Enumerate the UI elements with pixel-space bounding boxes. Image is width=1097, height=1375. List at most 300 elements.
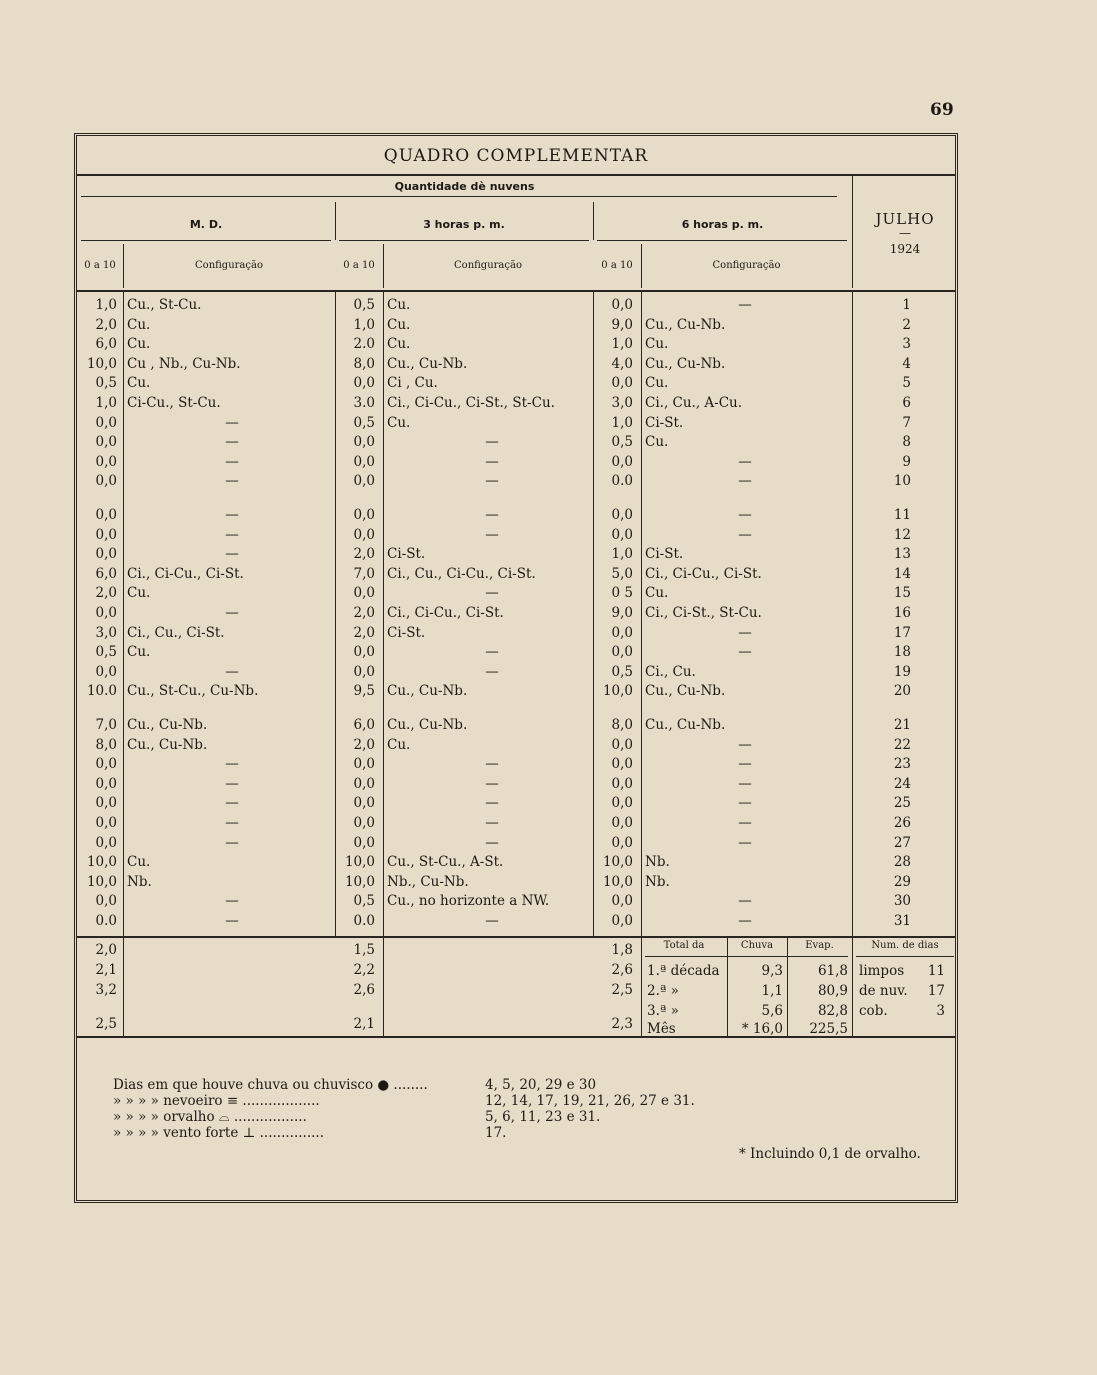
md-amount: 10,0 — [86, 854, 117, 871]
md-config: Cu. — [127, 375, 151, 392]
p6-config: Nb. — [645, 873, 670, 890]
md-amount: 0,0 — [95, 775, 117, 792]
table-row — [77, 755, 955, 775]
p6-config: Ci-St. — [645, 546, 684, 563]
p6-amount: 0,0 — [611, 507, 633, 523]
p3-config: — — [485, 473, 499, 490]
p3-amount: 10,0 — [344, 854, 375, 871]
p3-config: Cu., Cu-Nb. — [387, 683, 468, 700]
table-row — [77, 335, 955, 355]
table-row — [77, 873, 955, 893]
md-scale-header: 0 a 10 — [84, 260, 116, 271]
p6-amount: 5,0 — [611, 565, 633, 582]
evap-header: Evap. — [805, 940, 834, 951]
day-number: 29 — [893, 873, 911, 890]
period-label: 2.ª » — [647, 983, 679, 999]
day-number: 14 — [893, 565, 911, 582]
p3-amount: 0,0 — [353, 434, 375, 451]
p6-config: Nb. — [645, 854, 670, 871]
p3-amount: 3.0 — [353, 395, 375, 411]
p3-amount: 0,0 — [353, 834, 375, 851]
summary-divider — [123, 936, 124, 1036]
p3-amount: 0.0 — [353, 913, 375, 929]
md-amount: 0.0 — [95, 913, 117, 929]
page-number: 69 — [930, 100, 954, 120]
md-config: Cu , Nb., Cu-Nb. — [127, 355, 241, 372]
table-row — [77, 374, 955, 394]
p3-config: Cu., Cu-Nb. — [387, 355, 468, 372]
p6-amount: 0,0 — [611, 756, 633, 773]
day-number: 26 — [893, 815, 911, 831]
period-evap: 225,5 — [809, 1021, 848, 1037]
month-label: JULHO — [875, 210, 935, 228]
p6-amount: 0,0 — [611, 375, 633, 392]
table-row — [77, 433, 955, 453]
table-row — [77, 643, 955, 663]
day-number: 8 — [902, 434, 911, 451]
p3-amount: 2.0 — [353, 336, 375, 353]
day-number: 1 — [902, 297, 911, 313]
p3-summary-value: 2,6 — [353, 982, 375, 998]
md-config: — — [225, 414, 239, 431]
days-value: 11 — [927, 963, 945, 979]
p6-config: — — [738, 775, 752, 792]
p3-config: Cu. — [387, 297, 411, 313]
p3-amount: 0,5 — [353, 297, 375, 313]
period-label: 1.ª década — [647, 963, 720, 979]
p3-amount: 6,0 — [353, 717, 375, 733]
p3-amount: 2,0 — [353, 736, 375, 753]
p6-amount: 0,0 — [611, 913, 633, 929]
p3-config: — — [485, 585, 499, 602]
p3-amount: 2,0 — [353, 546, 375, 563]
p3-config: Cu. — [387, 414, 411, 431]
md-config: Nb. — [127, 873, 152, 890]
p6-scale-header: 0 a 10 — [601, 260, 633, 271]
day-number: 23 — [893, 756, 911, 773]
md-amount: 0,0 — [95, 414, 117, 431]
md-config: Cu. — [127, 336, 151, 353]
table-row — [77, 682, 955, 702]
day-number: 13 — [893, 546, 911, 563]
summary-divider — [852, 936, 853, 1036]
p6-amount: 0 5 — [611, 585, 633, 602]
p3-summary-value: 2,2 — [353, 962, 375, 978]
md-amount: 8,0 — [95, 736, 117, 753]
p3-amount: 0,0 — [353, 375, 375, 392]
p6-config: Cu., Cu-Nb. — [645, 683, 726, 700]
p3-config: Cu., St-Cu., A-St. — [387, 854, 504, 871]
p6-summary-value: 1,8 — [611, 942, 633, 958]
p6-config: — — [738, 624, 752, 641]
md-amount: 3,0 — [95, 624, 117, 641]
p3-amount: 0,0 — [353, 795, 375, 812]
p3-config: — — [485, 507, 499, 523]
p3-amount: 1,0 — [353, 316, 375, 333]
p6-config: Cu., Cu-Nb. — [645, 316, 726, 333]
table-row — [77, 834, 955, 854]
table-row — [77, 584, 955, 604]
days-label: cob. — [859, 1003, 888, 1019]
p3-amount: 0,0 — [353, 644, 375, 661]
group-6pm: 6 horas p. m. — [681, 218, 764, 231]
md-config: — — [225, 473, 239, 490]
p6-config: — — [738, 756, 752, 773]
md-amount: 10.0 — [86, 683, 117, 700]
md-amount: 0,0 — [95, 815, 117, 831]
p3-amount: 0,0 — [353, 815, 375, 831]
table-row — [77, 716, 955, 736]
p3-config: Cu., Cu-Nb. — [387, 717, 468, 733]
day-number: 21 — [893, 717, 911, 733]
md-summary-value: 2,1 — [95, 962, 117, 978]
day-number: 19 — [893, 663, 911, 680]
day-number: 31 — [893, 913, 911, 929]
p3-amount: 0,0 — [353, 507, 375, 523]
p6-config: Ci., Ci-St., St-Cu. — [645, 605, 762, 621]
p6-config: — — [738, 453, 752, 470]
md-config: Ci., Cu., Ci-St. — [127, 624, 225, 641]
day-number: 3 — [902, 336, 911, 353]
p3-scale-header: 0 a 10 — [343, 260, 375, 271]
p3-amount: 0,0 — [353, 473, 375, 490]
table-row — [77, 624, 955, 644]
md-amount: 0,0 — [95, 795, 117, 812]
p6-config: — — [738, 913, 752, 929]
md-amount: 10,0 — [86, 873, 117, 890]
md-summary-value: 3,2 — [95, 982, 117, 998]
p6-amount: 0,5 — [611, 663, 633, 680]
footer-label: Dias em que houve chuva ou chuvisco ● ........ — [113, 1077, 428, 1093]
day-number: 18 — [893, 644, 911, 661]
p6-amount: 10,0 — [602, 854, 633, 871]
md-config: — — [225, 453, 239, 470]
day-number: 27 — [893, 834, 911, 851]
day-number: 24 — [893, 775, 911, 792]
p3-config: Nb., Cu-Nb. — [387, 873, 469, 890]
md-config: — — [225, 663, 239, 680]
p6-config: — — [738, 526, 752, 543]
days-label: de nuv. — [859, 983, 908, 999]
table-header — [77, 174, 955, 292]
md-config: — — [225, 507, 239, 523]
days-header-rule — [856, 956, 954, 957]
group-md: M. D. — [189, 218, 223, 231]
p6-amount: 10,0 — [602, 873, 633, 890]
md-amount: 1,0 — [95, 297, 117, 313]
p6-config: Ci., Ci-Cu., Ci-St. — [645, 565, 762, 582]
day-number: 16 — [893, 605, 911, 621]
md-summary-value: 2,0 — [95, 942, 117, 958]
table-row — [77, 892, 955, 912]
md-amount: 1,0 — [95, 395, 117, 411]
p3-config: — — [485, 434, 499, 451]
p3-config: — — [485, 644, 499, 661]
md-amount: 0,0 — [95, 605, 117, 621]
md-config: — — [225, 795, 239, 812]
p6-amount: 0,0 — [611, 775, 633, 792]
p6-config: Ci-St. — [645, 414, 684, 431]
p3-amount: 0,5 — [353, 893, 375, 910]
p3-config: — — [485, 453, 499, 470]
p6-summary-value: 2,5 — [611, 982, 633, 998]
p3-config: — — [485, 795, 499, 812]
p3-config: — — [485, 834, 499, 851]
day-number: 28 — [893, 854, 911, 871]
table-row — [77, 663, 955, 683]
day-number: 5 — [902, 375, 911, 392]
md-config: Cu. — [127, 644, 151, 661]
period-evap: 61,8 — [817, 963, 848, 979]
p3-config-header: Configuração — [454, 260, 522, 271]
p6-amount: 0,0 — [611, 644, 633, 661]
p3-config: Cu. — [387, 336, 411, 353]
md-amount: 2,0 — [95, 316, 117, 333]
p3-amount: 0,0 — [353, 453, 375, 470]
p6-config: Cu. — [645, 585, 669, 602]
table-row — [77, 912, 955, 932]
p6-amount: 0.0 — [611, 473, 633, 490]
day-number: 30 — [893, 893, 911, 910]
md-config: Cu. — [127, 585, 151, 602]
p6-amount: 8,0 — [611, 717, 633, 733]
table-row — [77, 472, 955, 492]
md-config: Cu., Cu-Nb. — [127, 736, 208, 753]
table-row — [77, 453, 955, 473]
p6-config-header: Configuração — [712, 260, 781, 271]
md-amount: 10,0 — [86, 355, 117, 372]
p6-amount: 0,0 — [611, 453, 633, 470]
md-amount: 7,0 — [95, 717, 117, 733]
p3-config: Ci., Ci-Cu., Ci-St., St-Cu. — [387, 395, 555, 411]
p6-amount: 1,0 — [611, 336, 633, 353]
md-summary-value: 2,5 — [95, 1016, 117, 1032]
md-config: Cu. — [127, 316, 151, 333]
md-config-header: Configuração — [195, 260, 263, 271]
md-config: Cu., Cu-Nb. — [127, 717, 208, 733]
md-amount: 0,0 — [95, 756, 117, 773]
month-dash: — — [899, 226, 911, 240]
p6-config: Cu. — [645, 336, 669, 353]
day-number: 9 — [902, 453, 911, 470]
p6-config: Cu. — [645, 434, 669, 451]
table-row — [77, 814, 955, 834]
md-config: — — [225, 434, 239, 451]
footnote: * Incluindo 0,1 de orvalho. — [739, 1146, 921, 1162]
p3-config: — — [485, 526, 499, 543]
table-frame — [74, 133, 958, 1203]
p6-amount: 1,0 — [611, 414, 633, 431]
md-config: — — [225, 526, 239, 543]
table-row — [77, 604, 955, 624]
day-number: 6 — [902, 395, 911, 411]
md-config: Cu., St-Cu. — [127, 297, 202, 313]
p6-config: — — [738, 893, 752, 910]
p3-config: — — [485, 663, 499, 680]
p6-amount: 9,0 — [611, 316, 633, 333]
p6-config: — — [738, 473, 752, 490]
day-number: 10 — [893, 473, 911, 490]
p6-amount: 0,0 — [611, 736, 633, 753]
p6-config: Cu., Cu-Nb. — [645, 355, 726, 372]
md-amount: 6,0 — [95, 565, 117, 582]
p6-config: Ci., Cu., A-Cu. — [645, 395, 743, 411]
md-config: — — [225, 546, 239, 563]
table-row — [77, 794, 955, 814]
day-number: 11 — [893, 507, 911, 523]
day-number: 17 — [893, 624, 911, 641]
summary-top-rule — [77, 936, 955, 938]
table-row — [77, 506, 955, 526]
p3-amount: 0,0 — [353, 775, 375, 792]
p3-config: Ci., Ci-Cu., Ci-St. — [387, 605, 504, 621]
day-number: 22 — [893, 736, 911, 753]
md-amount: 0,0 — [95, 526, 117, 543]
p3-config: Ci-St. — [387, 546, 426, 563]
p3-amount: 8,0 — [353, 355, 375, 372]
day-number: 4 — [902, 355, 911, 372]
md-amount: 0,0 — [95, 453, 117, 470]
p3-amount: 0,0 — [353, 663, 375, 680]
md-config: — — [225, 815, 239, 831]
p6-config: — — [738, 736, 752, 753]
period-chuva: 5,6 — [761, 1003, 783, 1019]
p6-config: — — [738, 297, 752, 313]
days-value: 3 — [936, 1003, 945, 1019]
p3-amount: 2,0 — [353, 605, 375, 621]
p3-config: Ci , Cu. — [387, 375, 438, 392]
p3-amount: 7,0 — [353, 565, 375, 582]
p6-amount: 9,0 — [611, 605, 633, 621]
p6-config: — — [738, 795, 752, 812]
table-row — [77, 296, 955, 316]
p3-config: Cu., no horizonte a NW. — [387, 893, 550, 910]
md-amount: 0,0 — [95, 663, 117, 680]
md-amount: 0,0 — [95, 434, 117, 451]
quantity-header: Quantidade dè nuvens — [394, 180, 535, 193]
p3-config: Cu. — [387, 316, 411, 333]
p6-config: — — [738, 834, 752, 851]
md-amount: 0,0 — [95, 834, 117, 851]
md-amount: 0,0 — [95, 546, 117, 563]
p3-summary-value: 2,1 — [353, 1016, 375, 1032]
p3-config: — — [485, 756, 499, 773]
p6-config: Ci., Cu. — [645, 663, 696, 680]
p3-amount: 9,5 — [353, 683, 375, 700]
md-config: — — [225, 834, 239, 851]
table-row — [77, 545, 955, 565]
table-title: QUADRO COMPLEMENTAR — [77, 136, 955, 176]
footer-label: » » » » orvalho ⌓ ................. — [113, 1109, 307, 1125]
md-config: — — [225, 756, 239, 773]
p3-amount: 0,0 — [353, 585, 375, 602]
p6-amount: 1,0 — [611, 546, 633, 563]
md-amount: 0,0 — [95, 473, 117, 490]
p3-amount: 0,0 — [353, 526, 375, 543]
footer-label: » » » » nevoeiro ≡ .................. — [113, 1093, 320, 1109]
table-row — [77, 775, 955, 795]
day-number: 25 — [893, 795, 911, 812]
period-evap: 82,8 — [817, 1003, 848, 1019]
day-number: 20 — [893, 683, 911, 700]
p6-config: Cu., Cu-Nb. — [645, 717, 726, 733]
md-config: — — [225, 605, 239, 621]
md-config: — — [225, 913, 239, 929]
md-amount: 0,5 — [95, 644, 117, 661]
p6-amount: 0,0 — [611, 526, 633, 543]
md-amount: 2,0 — [95, 585, 117, 602]
p3-amount: 0,0 — [353, 756, 375, 773]
p3-amount: 0,5 — [353, 414, 375, 431]
footer-label: » » » » vento forte ⊥ ............... — [113, 1125, 324, 1141]
md-config: Ci., Ci-Cu., Ci-St. — [127, 565, 244, 582]
p3-amount: 10,0 — [344, 873, 375, 890]
day-number: 7 — [902, 414, 911, 431]
footer-value: 12, 14, 17, 19, 21, 26, 27 e 31. — [485, 1093, 695, 1109]
group-3pm: 3 horas p. m. — [423, 218, 505, 231]
p3-config: Cu. — [387, 736, 411, 753]
table-row — [77, 316, 955, 336]
footer-value: 4, 5, 20, 29 e 30 — [485, 1077, 597, 1093]
p3-summary-value: 1,5 — [353, 942, 375, 958]
p6-config: — — [738, 815, 752, 831]
day-number: 12 — [893, 526, 911, 543]
p3-amount: 2,0 — [353, 624, 375, 641]
p3-config: — — [485, 775, 499, 792]
period-evap: 80,9 — [817, 983, 848, 999]
footer-value: 5, 6, 11, 23 e 31. — [485, 1109, 601, 1125]
table-row — [77, 414, 955, 434]
p3-config: — — [485, 815, 499, 831]
days-header: Num. de dias — [871, 940, 939, 951]
p6-amount: 0,0 — [611, 893, 633, 910]
day-number: 15 — [893, 585, 911, 602]
md-config: — — [225, 893, 239, 910]
p6-summary-value: 2,3 — [611, 1016, 633, 1032]
p6-amount: 10,0 — [602, 683, 633, 700]
period-chuva: * 16,0 — [741, 1021, 783, 1037]
table-row — [77, 853, 955, 873]
p6-config: — — [738, 644, 752, 661]
period-label: Mês — [647, 1021, 676, 1037]
p6-amount: 0,0 — [611, 624, 633, 641]
p6-config: Cu. — [645, 375, 669, 392]
p6-amount: 3,0 — [611, 395, 633, 411]
days-value: 17 — [927, 983, 945, 999]
year-label: 1924 — [889, 242, 921, 256]
day-number: 2 — [902, 316, 911, 333]
period-chuva: 1,1 — [761, 983, 783, 999]
total-header: Total da — [663, 940, 705, 951]
md-amount: 0,5 — [95, 375, 117, 392]
table-row — [77, 526, 955, 546]
md-config: — — [225, 775, 239, 792]
summary-header-rule — [645, 956, 848, 957]
md-amount: 0,0 — [95, 893, 117, 910]
period-chuva: 9,3 — [761, 963, 783, 979]
table-row — [77, 355, 955, 375]
md-config: Ci-Cu., St-Cu. — [127, 395, 221, 411]
p3-config: Ci-St. — [387, 624, 426, 641]
md-amount: 6,0 — [95, 336, 117, 353]
table-row — [77, 736, 955, 756]
p6-amount: 0,0 — [611, 297, 633, 313]
p6-config: — — [738, 507, 752, 523]
days-label: limpos — [859, 963, 905, 979]
p3-config: — — [485, 913, 499, 929]
period-label: 3.ª » — [647, 1003, 679, 1019]
footer-value: 17. — [485, 1125, 507, 1141]
